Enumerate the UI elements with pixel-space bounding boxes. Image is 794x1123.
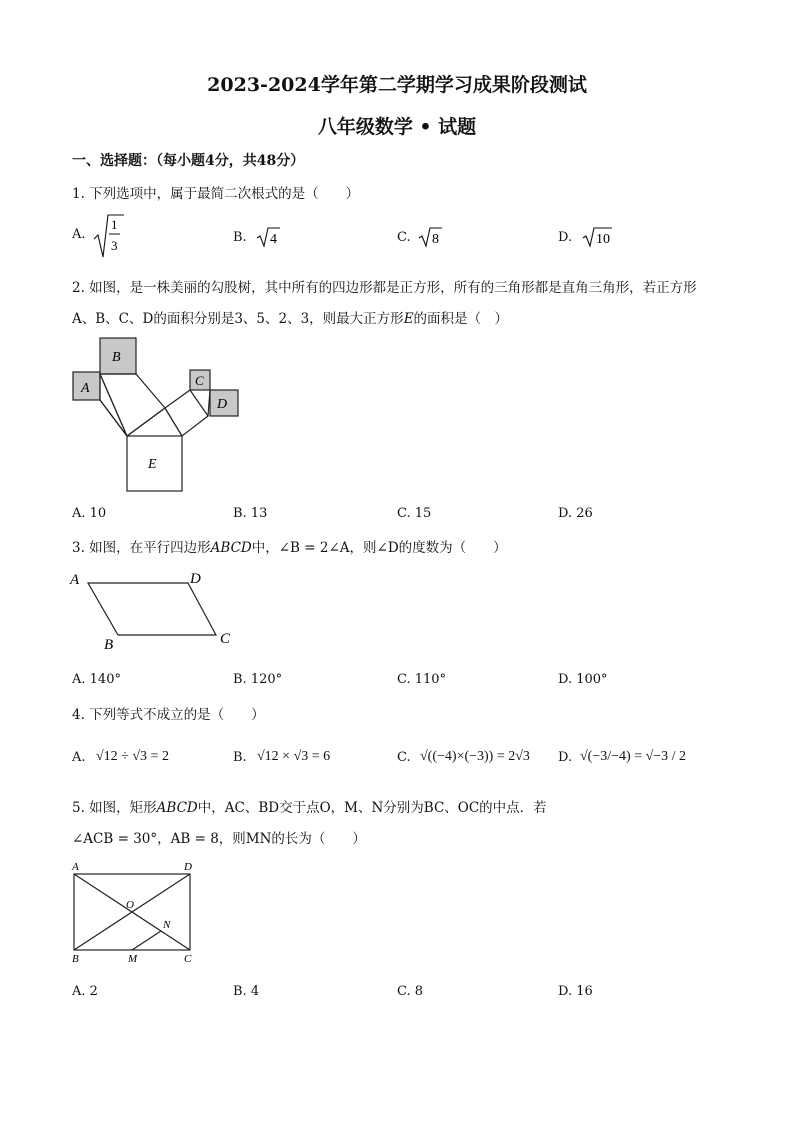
label-b: B [104,637,114,653]
q1-option-d-radical [582,226,614,248]
q1-option-a [72,227,86,242]
q3-parallelogram-figure [62,565,242,655]
right-middle-square [165,390,208,436]
q5-line1 [72,796,547,816]
label-o: O [126,899,134,911]
radicand: 8 [432,232,439,247]
q2-pythagoras-tree-figure [60,330,250,500]
radicand: 10 [596,232,610,247]
q3-stem-pre: 3. 如图，在平行四边形 [72,540,211,556]
q5-rectangle-figure [64,856,214,972]
section-heading: 一、选择题：（每小题4分，共48分） [72,153,305,169]
q1-option-d [558,230,572,245]
exam-title: 2023-2024学年第二学期学习成果阶段测试 [207,74,587,96]
q5-option-a: A. 2 [72,984,98,999]
q2-option-d: D. 26 [558,506,593,521]
q4-stem: 4. 下列等式不成立的是（ ） [72,707,265,723]
q3-option-b: B. 120° [233,672,283,687]
label-c: C [195,373,204,388]
q3-option-c: C. 110° [397,672,447,687]
q1-stem: 1. 下列选项中，属于最简二次根式的是（ ） [72,186,360,202]
q4-option-c-label: C. [397,750,411,765]
q4-option-b-expr: √12 × √3 = 6 [257,749,331,764]
label-b: B [112,350,121,365]
label-d: D [190,571,201,587]
q5-option-b: B. 4 [233,984,260,999]
q5-line1-var: ABCD [156,800,198,816]
q3-stem-post: 中，∠B = 2∠A，则∠D的度数为（ ） [251,540,507,556]
q3-option-a: A. 140° [72,672,121,687]
q5-line1-post: 中，AC、BD交于点O，M、N分别为BC、OC的中点．若 [197,800,547,816]
label-c: C [184,953,192,965]
top-triangle [127,408,182,436]
q3-option-d: D. 100° [558,672,608,687]
label-m: M [128,953,138,965]
label-a: A [72,861,79,873]
option-label: C. [397,230,411,245]
q3-stem-var: ABCD [210,540,252,556]
q2-line2-var: E [403,311,414,327]
option-label: A. [72,227,86,242]
q4-option-b-label: B. [233,750,247,765]
option-label: B. [233,230,247,245]
segment-mn [132,931,161,950]
q5-option-d: D. 16 [558,984,593,999]
label-a: A [70,572,80,588]
q5-option-c: C. 8 [397,984,424,999]
exam-subtitle: 八年级数学 • 试题 [317,116,477,138]
label-d: D [217,397,228,412]
q1-option-b-radical [256,226,282,248]
q1-option-b [233,230,247,245]
label-n: N [163,919,171,931]
q2-line2-post: 的面积是（ ） [413,311,509,327]
q4-option-a-expr: √12 ÷ √3 = 2 [96,749,169,764]
option-label: D. [558,230,573,245]
q4-option-a-label: A. [72,750,86,765]
fraction-numerator: 1 [111,217,118,232]
label-a: A [81,381,90,396]
label-b: B [72,953,79,965]
radicand: 4 [270,232,277,247]
parallelogram [88,583,216,635]
q1-option-a-radical [92,213,126,259]
label-c: C [220,631,231,647]
label-e: E [148,457,157,472]
q2-option-c: C. 15 [397,506,432,521]
q2-option-b: B. 13 [233,506,268,521]
label-d: D [184,861,192,873]
left-middle-square [100,374,165,436]
q2-option-a: A. 10 [72,506,107,521]
q5-line2: ∠ACB = 30°，AB = 8，则MN的长为（ ） [72,831,366,847]
q2-line2-pre: A、B、C、D的面积分别是3、5、2、3，则最大正方形 [72,311,404,327]
q5-line1-pre: 5. 如图，矩形 [72,800,157,816]
q2-line1: 2. 如图，是一株美丽的勾股树，其中所有的四边形都是正方形，所有的三角形都是直角三角形，若正方形 [72,280,697,296]
q1-option-c-radical [418,226,444,248]
q4-option-d-expr: √(−3/−4) = √−3 / 2 [580,749,687,764]
fraction-denominator: 3 [111,238,118,253]
q1-option-c [397,230,411,245]
q3-stem [72,536,507,556]
q4-option-c-expr: √((−4)×(−3)) = 2√3 [420,749,530,764]
q2-line2 [72,307,508,327]
q4-option-d-label: D. [558,750,573,765]
